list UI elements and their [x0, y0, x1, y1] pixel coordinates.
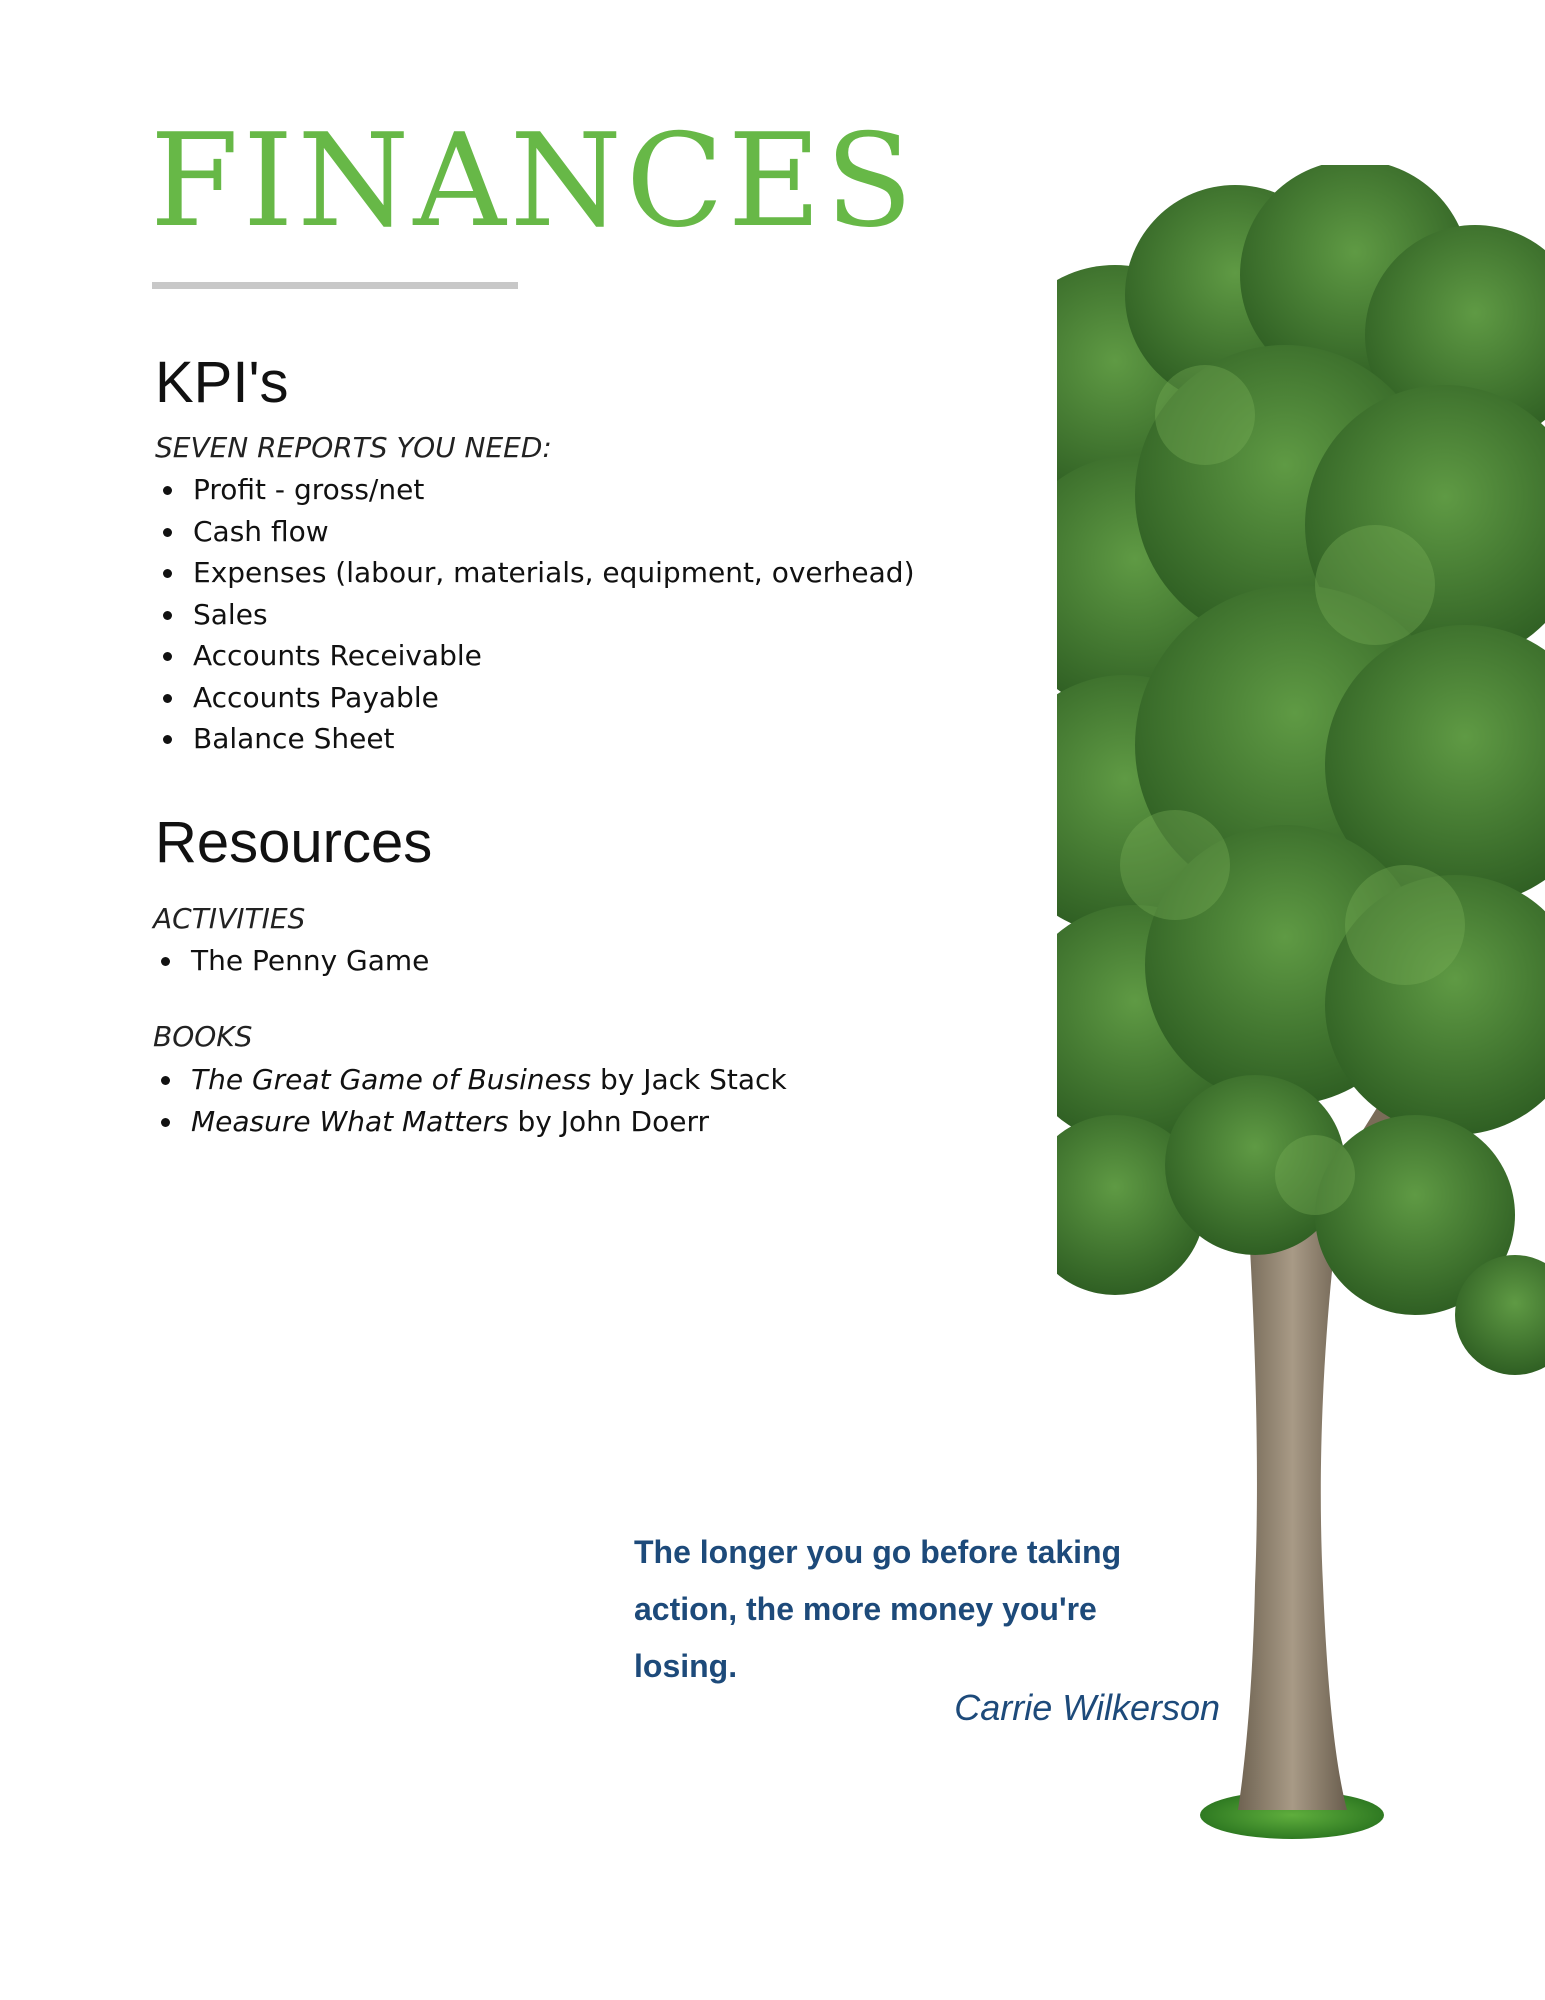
list-item: [155, 594, 915, 636]
list-item-text: Expenses (labour, materials, equipment, overhead): [193, 556, 915, 589]
bullet-icon: [163, 569, 172, 578]
list-item-text: Balance Sheet: [193, 722, 395, 755]
list-item: [153, 940, 429, 982]
book-author: by Jack Stack: [591, 1063, 787, 1096]
title-divider: [152, 282, 518, 289]
bullet-icon: [163, 528, 172, 537]
list-item-text: Accounts Receivable: [193, 639, 482, 672]
book-title: Measure What Matters: [191, 1104, 509, 1138]
list-item-text: Accounts Payable: [193, 680, 439, 714]
list-item: [155, 552, 915, 594]
list-item-text: Cash flow: [193, 514, 329, 548]
list-item: [153, 1101, 787, 1143]
resources-heading: Resources: [155, 810, 433, 875]
page-title: FINANCES: [150, 107, 917, 256]
kpi-list: [155, 469, 915, 760]
list-item-text: The Penny Game: [191, 944, 430, 977]
bullet-icon: [161, 1118, 170, 1127]
bullet-icon: [163, 694, 172, 703]
list-item-text: Sales: [193, 597, 268, 631]
kpi-heading: KPI's: [155, 350, 289, 415]
bullet-icon: [163, 611, 172, 620]
bullet-icon: [163, 735, 172, 744]
quote-text: The longer you go before taking action, the more money you're losing.: [634, 1534, 1122, 1684]
activities-list: [153, 940, 429, 982]
bullet-icon: [161, 957, 170, 966]
book-title: The Great Game of Business: [191, 1063, 592, 1096]
list-item-text: Profit - gross/net: [193, 473, 425, 506]
bullet-icon: [161, 1076, 170, 1085]
kpi-subheading: SEVEN REPORTS YOU NEED:: [155, 431, 552, 464]
list-item: [155, 635, 915, 677]
tree-left-crop: [1055, 165, 1057, 1365]
books-label: BOOKS: [153, 1020, 253, 1053]
list-item: [155, 511, 915, 553]
list-item: [153, 1059, 787, 1101]
list-item: [155, 677, 915, 719]
quote-author: Carrie Wilkerson: [954, 1687, 1220, 1728]
bullet-icon: [163, 652, 172, 661]
books-list: [153, 1059, 787, 1142]
activities-label: ACTIVITIES: [153, 902, 306, 935]
book-author: by John Doerr: [508, 1104, 709, 1138]
list-item: [155, 469, 915, 511]
list-item: [155, 718, 915, 760]
bullet-icon: [163, 486, 172, 495]
